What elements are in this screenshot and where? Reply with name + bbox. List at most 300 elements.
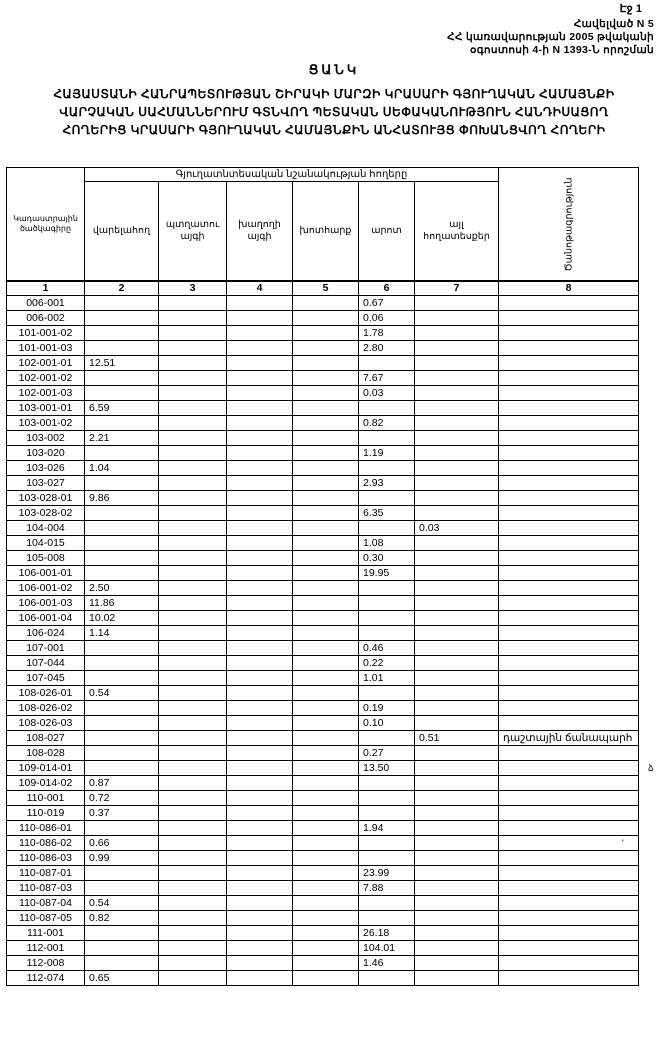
cell-vineyard bbox=[227, 446, 293, 461]
cell-hayfield bbox=[293, 611, 359, 626]
cell-orchard bbox=[159, 911, 227, 926]
header-line-government: ՀՀ կառավարության 2005 թվականի bbox=[447, 31, 654, 43]
cell-pasture bbox=[359, 836, 415, 851]
cell-cadastral-code: 108-026-02 bbox=[7, 701, 85, 716]
cell-other-land bbox=[415, 551, 499, 566]
cell-note bbox=[499, 356, 639, 371]
cell-arable: 0.99 bbox=[85, 851, 159, 866]
cell-note bbox=[499, 746, 639, 761]
cell-vineyard bbox=[227, 941, 293, 956]
column-header-arable: վարելահող bbox=[85, 182, 159, 282]
cell-vineyard bbox=[227, 401, 293, 416]
cell-hayfield bbox=[293, 776, 359, 791]
cell-arable bbox=[85, 371, 159, 386]
cell-other-land bbox=[415, 611, 499, 626]
cell-other-land bbox=[415, 776, 499, 791]
cell-arable bbox=[85, 341, 159, 356]
cell-orchard bbox=[159, 731, 227, 746]
cell-hayfield bbox=[293, 581, 359, 596]
cell-note bbox=[499, 521, 639, 536]
cell-cadastral-code: 103-028-02 bbox=[7, 506, 85, 521]
cell-arable: 6.59 bbox=[85, 401, 159, 416]
cell-cadastral-code: 112-074 bbox=[7, 971, 85, 986]
cell-other-land bbox=[415, 536, 499, 551]
cell-cadastral-code: 106-001-02 bbox=[7, 581, 85, 596]
column-number: 6 bbox=[359, 281, 415, 296]
cell-arable bbox=[85, 671, 159, 686]
column-header-pasture: արոտ bbox=[359, 182, 415, 282]
table-row bbox=[7, 791, 639, 806]
cell-cadastral-code: 102-001-01 bbox=[7, 356, 85, 371]
cell-orchard bbox=[159, 851, 227, 866]
cell-other-land bbox=[415, 476, 499, 491]
cell-vineyard bbox=[227, 836, 293, 851]
cell-hayfield bbox=[293, 851, 359, 866]
table-row bbox=[7, 686, 639, 701]
cell-note bbox=[499, 716, 639, 731]
cell-arable bbox=[85, 941, 159, 956]
cell-cadastral-code: 101-001-02 bbox=[7, 326, 85, 341]
cell-vineyard bbox=[227, 461, 293, 476]
cell-note bbox=[499, 656, 639, 671]
column-number: 1 bbox=[7, 281, 85, 296]
table-row bbox=[7, 296, 639, 311]
cell-pasture: 0.06 bbox=[359, 311, 415, 326]
table-row bbox=[7, 611, 639, 626]
table-row bbox=[7, 716, 639, 731]
cell-pasture: 23.99 bbox=[359, 866, 415, 881]
cell-orchard bbox=[159, 356, 227, 371]
cell-vineyard bbox=[227, 671, 293, 686]
cell-vineyard bbox=[227, 626, 293, 641]
cell-hayfield bbox=[293, 911, 359, 926]
cell-note bbox=[499, 491, 639, 506]
column-header-hayfield: խոտհարք bbox=[293, 182, 359, 282]
cell-note bbox=[499, 446, 639, 461]
cell-hayfield bbox=[293, 791, 359, 806]
cell-arable bbox=[85, 821, 159, 836]
cell-cadastral-code: 103-020 bbox=[7, 446, 85, 461]
cell-vineyard bbox=[227, 896, 293, 911]
document-title-word: ՑԱՆԿ bbox=[308, 62, 360, 77]
cell-other-land bbox=[415, 446, 499, 461]
cell-arable bbox=[85, 296, 159, 311]
cell-cadastral-code: 110-087-05 bbox=[7, 911, 85, 926]
cell-other-land bbox=[415, 671, 499, 686]
cell-orchard bbox=[159, 461, 227, 476]
cell-arable: 0.72 bbox=[85, 791, 159, 806]
cell-arable: 0.37 bbox=[85, 806, 159, 821]
cell-cadastral-code: 107-044 bbox=[7, 656, 85, 671]
cell-note bbox=[499, 941, 639, 956]
cell-other-land bbox=[415, 311, 499, 326]
cell-hayfield bbox=[293, 536, 359, 551]
cell-cadastral-code: 006-001 bbox=[7, 296, 85, 311]
cell-pasture: 1.08 bbox=[359, 536, 415, 551]
cell-note bbox=[499, 911, 639, 926]
cell-other-land bbox=[415, 356, 499, 371]
table-row bbox=[7, 356, 639, 371]
cell-cadastral-code: 108-027 bbox=[7, 731, 85, 746]
cell-vineyard bbox=[227, 431, 293, 446]
cell-arable bbox=[85, 641, 159, 656]
cell-hayfield bbox=[293, 626, 359, 641]
cell-other-land bbox=[415, 761, 499, 776]
table-row bbox=[7, 836, 639, 851]
cell-pasture: 19.95 bbox=[359, 566, 415, 581]
column-number: 4 bbox=[227, 281, 293, 296]
cell-other-land bbox=[415, 806, 499, 821]
cell-hayfield bbox=[293, 386, 359, 401]
table-row bbox=[7, 851, 639, 866]
cell-pasture: 1.46 bbox=[359, 956, 415, 971]
cell-other-land bbox=[415, 341, 499, 356]
cell-vineyard bbox=[227, 536, 293, 551]
table-row bbox=[7, 596, 639, 611]
cell-other-land bbox=[415, 386, 499, 401]
cell-cadastral-code: 110-019 bbox=[7, 806, 85, 821]
cell-vineyard bbox=[227, 746, 293, 761]
cell-other-land bbox=[415, 371, 499, 386]
table-row bbox=[7, 776, 639, 791]
cell-cadastral-code: 103-026 bbox=[7, 461, 85, 476]
cell-pasture: 13.50 bbox=[359, 761, 415, 776]
cell-note bbox=[499, 776, 639, 791]
cell-other-land bbox=[415, 881, 499, 896]
cell-orchard bbox=[159, 896, 227, 911]
cell-pasture bbox=[359, 581, 415, 596]
cell-hayfield bbox=[293, 656, 359, 671]
table-row bbox=[7, 401, 639, 416]
cell-vineyard bbox=[227, 926, 293, 941]
cell-orchard bbox=[159, 581, 227, 596]
cell-hayfield bbox=[293, 551, 359, 566]
cell-pasture: 0.10 bbox=[359, 716, 415, 731]
cell-arable bbox=[85, 761, 159, 776]
cell-other-land bbox=[415, 746, 499, 761]
cell-note bbox=[499, 596, 639, 611]
cell-arable bbox=[85, 386, 159, 401]
cell-other-land bbox=[415, 401, 499, 416]
cell-note bbox=[499, 761, 639, 776]
cell-other-land bbox=[415, 596, 499, 611]
cell-note bbox=[499, 386, 639, 401]
table-row bbox=[7, 446, 639, 461]
cell-note bbox=[499, 851, 639, 866]
cell-orchard bbox=[159, 431, 227, 446]
cell-cadastral-code: 110-086-01 bbox=[7, 821, 85, 836]
cell-cadastral-code: 111-001 bbox=[7, 926, 85, 941]
cell-arable bbox=[85, 566, 159, 581]
cell-hayfield bbox=[293, 341, 359, 356]
cell-cadastral-code: 106-001-04 bbox=[7, 611, 85, 626]
cell-pasture: 0.30 bbox=[359, 551, 415, 566]
cell-pasture: 0.22 bbox=[359, 656, 415, 671]
cell-arable bbox=[85, 311, 159, 326]
cell-vineyard bbox=[227, 881, 293, 896]
table-body bbox=[7, 296, 639, 986]
cell-arable bbox=[85, 866, 159, 881]
table-row bbox=[7, 926, 639, 941]
cell-note bbox=[499, 806, 639, 821]
cell-note bbox=[499, 401, 639, 416]
cell-other-land bbox=[415, 416, 499, 431]
cell-note bbox=[499, 641, 639, 656]
cell-note bbox=[499, 416, 639, 431]
cell-hayfield bbox=[293, 566, 359, 581]
cell-orchard bbox=[159, 551, 227, 566]
column-header-orchard: պտղատու այգի bbox=[159, 182, 227, 282]
cell-vineyard bbox=[227, 386, 293, 401]
cell-cadastral-code: 107-001 bbox=[7, 641, 85, 656]
cell-cadastral-code: 110-086-02 bbox=[7, 836, 85, 851]
cell-note bbox=[499, 671, 639, 686]
cell-hayfield bbox=[293, 926, 359, 941]
cell-vineyard bbox=[227, 566, 293, 581]
cell-note bbox=[499, 551, 639, 566]
cell-pasture: 1.94 bbox=[359, 821, 415, 836]
cell-vineyard bbox=[227, 371, 293, 386]
cell-orchard bbox=[159, 326, 227, 341]
table-row bbox=[7, 881, 639, 896]
cell-note bbox=[499, 791, 639, 806]
cell-vineyard bbox=[227, 506, 293, 521]
cell-orchard bbox=[159, 536, 227, 551]
cell-vineyard bbox=[227, 806, 293, 821]
cell-hayfield bbox=[293, 326, 359, 341]
cell-note bbox=[499, 296, 639, 311]
cell-arable: 2.50 bbox=[85, 581, 159, 596]
cell-cadastral-code: 110-087-01 bbox=[7, 866, 85, 881]
cell-other-land bbox=[415, 836, 499, 851]
cell-other-land bbox=[415, 941, 499, 956]
cell-orchard bbox=[159, 371, 227, 386]
cell-pasture: 7.88 bbox=[359, 881, 415, 896]
cell-vineyard bbox=[227, 731, 293, 746]
title-line: ՀԱՅԱՍՏԱՆԻ ՀԱՆՐԱՊԵՏՈՒԹՅԱՆ ՇԻՐԱԿԻ ՄԱՐԶԻ ԿՐԱՍԱՐԻ ԳՅՈՒՂԱԿԱՆ ՀԱՄԱՅՆՔԻ bbox=[53, 87, 615, 101]
cell-orchard bbox=[159, 626, 227, 641]
cell-other-land bbox=[415, 716, 499, 731]
cell-hayfield bbox=[293, 716, 359, 731]
cell-cadastral-code: 106-001-03 bbox=[7, 596, 85, 611]
cell-vineyard bbox=[227, 911, 293, 926]
table-row bbox=[7, 941, 639, 956]
table-row bbox=[7, 701, 639, 716]
cell-orchard bbox=[159, 671, 227, 686]
cell-pasture: 0.03 bbox=[359, 386, 415, 401]
cell-pasture: 0.27 bbox=[359, 746, 415, 761]
cell-vineyard bbox=[227, 971, 293, 986]
cell-orchard bbox=[159, 836, 227, 851]
cell-note bbox=[499, 371, 639, 386]
cell-pasture bbox=[359, 686, 415, 701]
cell-pasture: 1.01 bbox=[359, 671, 415, 686]
cell-hayfield bbox=[293, 461, 359, 476]
cell-vineyard bbox=[227, 416, 293, 431]
table-row bbox=[7, 311, 639, 326]
cell-other-land bbox=[415, 896, 499, 911]
cell-other-land bbox=[415, 461, 499, 476]
cell-vineyard bbox=[227, 821, 293, 836]
cell-other-land bbox=[415, 686, 499, 701]
cell-note bbox=[499, 611, 639, 626]
cell-note bbox=[499, 881, 639, 896]
table-row bbox=[7, 326, 639, 341]
cell-vineyard bbox=[227, 476, 293, 491]
table-row bbox=[7, 431, 639, 446]
cell-cadastral-code: 109-014-01 bbox=[7, 761, 85, 776]
column-number: 3 bbox=[159, 281, 227, 296]
cell-cadastral-code: 103-002 bbox=[7, 431, 85, 446]
table-row bbox=[7, 491, 639, 506]
cell-note: դաշտային ճանապարհ bbox=[499, 731, 639, 746]
cell-orchard bbox=[159, 491, 227, 506]
table-row bbox=[7, 416, 639, 431]
table-row bbox=[7, 341, 639, 356]
land-table bbox=[6, 167, 639, 986]
cell-arable bbox=[85, 716, 159, 731]
table-row bbox=[7, 536, 639, 551]
cell-cadastral-code: 108-028 bbox=[7, 746, 85, 761]
cell-other-land bbox=[415, 491, 499, 506]
cell-vineyard bbox=[227, 356, 293, 371]
cell-hayfield bbox=[293, 671, 359, 686]
cell-vineyard bbox=[227, 491, 293, 506]
cell-arable bbox=[85, 476, 159, 491]
cell-cadastral-code: 101-001-03 bbox=[7, 341, 85, 356]
cell-vineyard bbox=[227, 551, 293, 566]
cell-cadastral-code: 104-004 bbox=[7, 521, 85, 536]
table-row bbox=[7, 581, 639, 596]
cell-cadastral-code: 110-001 bbox=[7, 791, 85, 806]
cell-vineyard bbox=[227, 296, 293, 311]
table-row bbox=[7, 896, 639, 911]
cell-pasture bbox=[359, 896, 415, 911]
cell-pasture bbox=[359, 521, 415, 536]
cell-pasture: 1.78 bbox=[359, 326, 415, 341]
header-line-appendix: Հավելված N 5 bbox=[573, 18, 654, 30]
cell-cadastral-code: 006-002 bbox=[7, 311, 85, 326]
cell-orchard bbox=[159, 686, 227, 701]
cell-pasture bbox=[359, 596, 415, 611]
cell-note bbox=[499, 431, 639, 446]
cell-other-land bbox=[415, 821, 499, 836]
cell-arable bbox=[85, 536, 159, 551]
cell-orchard bbox=[159, 746, 227, 761]
cell-other-land bbox=[415, 431, 499, 446]
cell-orchard bbox=[159, 401, 227, 416]
cell-hayfield bbox=[293, 401, 359, 416]
cell-pasture: 0.19 bbox=[359, 701, 415, 716]
cell-note bbox=[499, 506, 639, 521]
cell-cadastral-code: 109-014-02 bbox=[7, 776, 85, 791]
cell-cadastral-code: 108-026-03 bbox=[7, 716, 85, 731]
cell-cadastral-code: 105-008 bbox=[7, 551, 85, 566]
cell-other-land bbox=[415, 791, 499, 806]
cell-other-land bbox=[415, 626, 499, 641]
column-number: 7 bbox=[415, 281, 499, 296]
cell-note bbox=[499, 956, 639, 971]
cell-orchard bbox=[159, 821, 227, 836]
cell-arable: 1.04 bbox=[85, 461, 159, 476]
title-line: ՀՈՂԵՐԻՑ ԿՐԱՍԱՐԻ ԳՅՈՒՂԱԿԱՆ ՀԱՄԱՅՆՔԻՆ ԱՆՀԱՏՈՒՅՑ ՓՈԽԱՆՑՎՈՂ ՀՈՂԵՐԻ bbox=[62, 123, 606, 137]
document-header bbox=[447, 18, 654, 57]
cell-hayfield bbox=[293, 806, 359, 821]
table-row bbox=[7, 911, 639, 926]
cell-orchard bbox=[159, 311, 227, 326]
table-row bbox=[7, 521, 639, 536]
cell-pasture: 0.67 bbox=[359, 296, 415, 311]
cell-orchard bbox=[159, 521, 227, 536]
cell-vineyard bbox=[227, 761, 293, 776]
table-row bbox=[7, 371, 639, 386]
cell-note bbox=[499, 566, 639, 581]
cell-cadastral-code: 110-087-04 bbox=[7, 896, 85, 911]
cell-pasture: 104.01 bbox=[359, 941, 415, 956]
cell-other-land bbox=[415, 296, 499, 311]
cell-arable bbox=[85, 551, 159, 566]
cell-orchard bbox=[159, 611, 227, 626]
cell-vineyard bbox=[227, 311, 293, 326]
cell-arable: 0.54 bbox=[85, 896, 159, 911]
cell-orchard bbox=[159, 341, 227, 356]
cell-arable bbox=[85, 731, 159, 746]
cell-vineyard bbox=[227, 596, 293, 611]
column-header-vineyard: խաղողի այգի bbox=[227, 182, 293, 282]
cell-hayfield bbox=[293, 731, 359, 746]
cell-other-land bbox=[415, 956, 499, 971]
cell-vineyard bbox=[227, 776, 293, 791]
cell-pasture bbox=[359, 401, 415, 416]
cell-vineyard bbox=[227, 326, 293, 341]
document-title bbox=[0, 85, 668, 139]
cell-pasture bbox=[359, 911, 415, 926]
cell-other-land: 0.51 bbox=[415, 731, 499, 746]
cell-cadastral-code: 107-045 bbox=[7, 671, 85, 686]
cell-hayfield bbox=[293, 866, 359, 881]
cell-note bbox=[499, 686, 639, 701]
cell-hayfield bbox=[293, 821, 359, 836]
column-number: 8 bbox=[499, 281, 639, 296]
cell-pasture: 26.18 bbox=[359, 926, 415, 941]
cell-arable bbox=[85, 746, 159, 761]
cell-note bbox=[499, 626, 639, 641]
cell-pasture: 2.93 bbox=[359, 476, 415, 491]
cell-orchard bbox=[159, 866, 227, 881]
cell-cadastral-code: 103-001-02 bbox=[7, 416, 85, 431]
cell-pasture bbox=[359, 731, 415, 746]
cell-hayfield bbox=[293, 686, 359, 701]
header-line-decision: օգոստոսի 4-ի N 1393-Ն որոշման bbox=[470, 44, 654, 56]
cell-hayfield bbox=[293, 476, 359, 491]
cell-vineyard bbox=[227, 716, 293, 731]
cell-arable bbox=[85, 881, 159, 896]
cell-orchard bbox=[159, 941, 227, 956]
cell-hayfield bbox=[293, 971, 359, 986]
cell-vineyard bbox=[227, 866, 293, 881]
cell-vineyard bbox=[227, 701, 293, 716]
cell-hayfield bbox=[293, 491, 359, 506]
cell-hayfield bbox=[293, 521, 359, 536]
cell-arable bbox=[85, 326, 159, 341]
cell-arable: 9.86 bbox=[85, 491, 159, 506]
cell-cadastral-code: 103-001-01 bbox=[7, 401, 85, 416]
cell-other-land bbox=[415, 566, 499, 581]
cell-note bbox=[499, 461, 639, 476]
cell-orchard bbox=[159, 596, 227, 611]
cell-pasture: 0.46 bbox=[359, 641, 415, 656]
cell-note bbox=[499, 701, 639, 716]
